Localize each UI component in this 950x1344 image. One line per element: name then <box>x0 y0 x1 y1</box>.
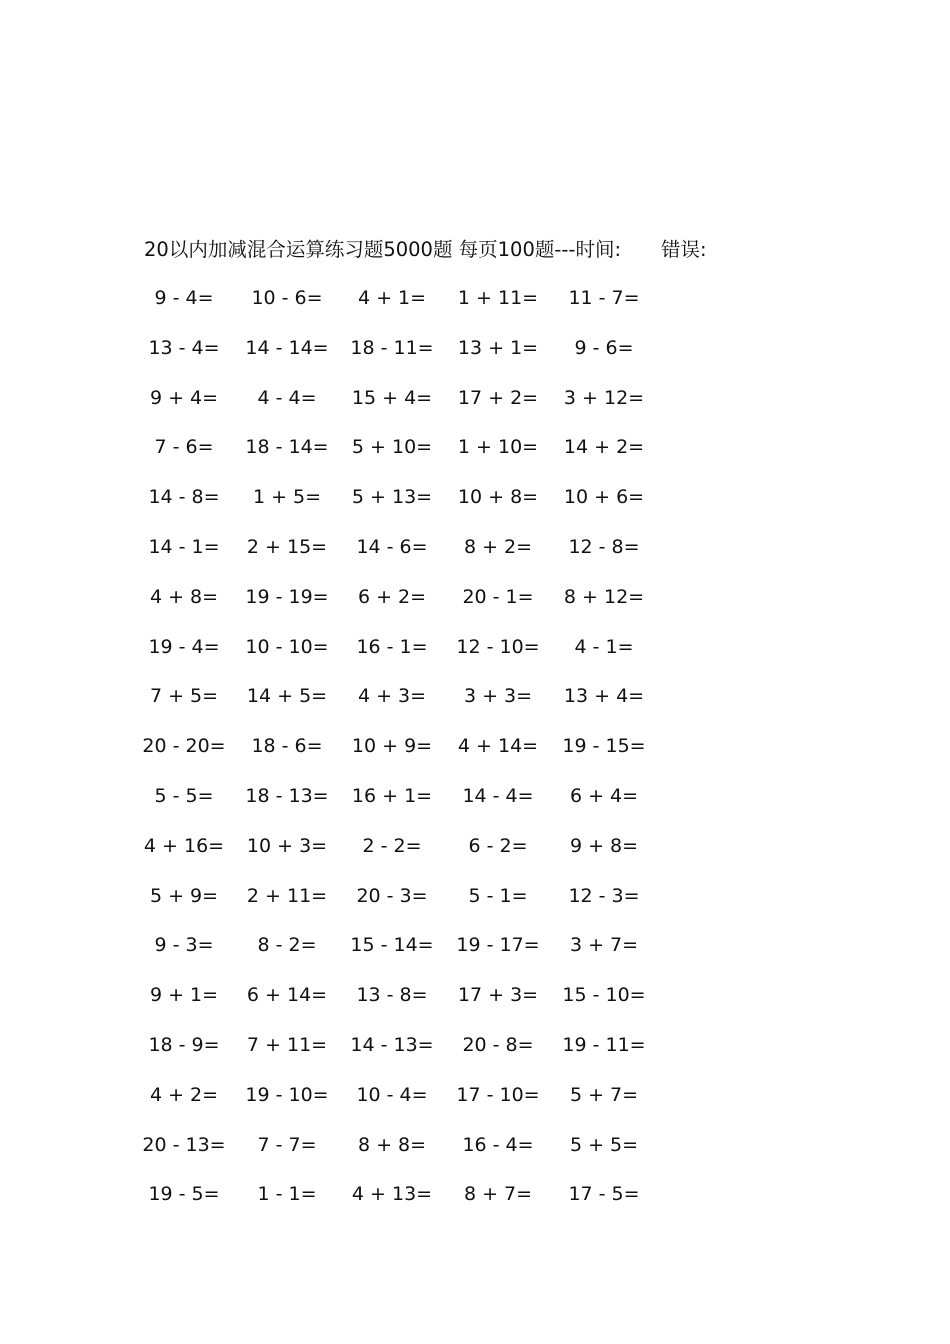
problem-item: 11 - 7= <box>568 287 640 309</box>
problem-item: 5 + 9= <box>149 884 219 907</box>
problem-item: 13 - 4= <box>148 336 220 359</box>
problem-item: 3 + 3= <box>463 685 533 708</box>
problem-item: 10 + 9= <box>351 735 433 758</box>
problem-item: 15 - 10= <box>562 984 646 1007</box>
problem-item: 4 + 16= <box>143 834 225 857</box>
problem-item: 19 - 5= <box>148 1183 220 1206</box>
problem-item: 2 + 11= <box>246 884 328 907</box>
problem-item: 17 + 2= <box>457 386 539 409</box>
problem-item: 14 - 4= <box>462 785 534 807</box>
problem-item: 5 + 10= <box>351 436 433 459</box>
problem-item: 20 - 1= <box>462 585 534 608</box>
problem-item: 3 + 12= <box>563 386 645 409</box>
problem-item: 8 + 12= <box>563 585 645 608</box>
problem-item: 19 - 4= <box>148 635 220 658</box>
problem-item: 18 - 13= <box>245 785 329 807</box>
problem-item: 10 + 6= <box>563 486 645 509</box>
problem-item: 17 - 5= <box>568 1183 640 1206</box>
problem-item: 10 + 3= <box>246 834 328 857</box>
problem-item: 18 - 6= <box>251 735 323 758</box>
problem-item: 4 + 3= <box>357 685 427 708</box>
problem-item: 5 - 5= <box>154 785 214 807</box>
problem-item: 6 + 14= <box>246 984 328 1007</box>
problem-item: 9 + 4= <box>149 386 219 409</box>
problem-item: 9 - 4= <box>154 287 214 309</box>
problem-item: 14 - 13= <box>350 1034 434 1056</box>
problem-item: 10 - 6= <box>251 287 323 309</box>
problem-item: 8 - 2= <box>257 934 317 957</box>
problem-item: 1 + 5= <box>252 486 322 509</box>
problem-item: 8 + 7= <box>463 1183 533 1206</box>
problem-item: 4 + 14= <box>457 735 539 758</box>
problem-item: 4 - 1= <box>574 635 634 658</box>
problem-item: 20 - 8= <box>462 1034 534 1056</box>
problem-item: 5 - 1= <box>468 884 528 907</box>
problem-item: 1 + 10= <box>457 436 539 459</box>
problem-item: 19 - 15= <box>562 735 646 758</box>
problem-item: 14 - 8= <box>148 486 220 509</box>
problem-item: 6 + 2= <box>357 585 427 608</box>
problem-item: 7 + 5= <box>149 685 219 708</box>
problem-item: 16 + 1= <box>351 785 433 807</box>
problem-item: 2 + 15= <box>246 536 328 558</box>
problem-item: 16 - 1= <box>356 635 428 658</box>
problem-item: 7 + 11= <box>246 1034 328 1056</box>
worksheet-title: 20以内加减混合运算练习题5000题 每页100题---时间: <box>144 238 622 261</box>
problem-item: 1 - 1= <box>257 1183 317 1206</box>
problem-item: 9 + 1= <box>149 984 219 1007</box>
problem-item: 18 - 14= <box>245 436 329 459</box>
problem-item: 2 - 2= <box>362 834 422 857</box>
problem-item: 20 - 13= <box>142 1133 226 1156</box>
problem-item: 10 - 10= <box>245 635 329 658</box>
problem-item: 13 + 1= <box>457 336 539 359</box>
problem-item: 12 - 8= <box>568 536 640 558</box>
problem-item: 5 + 7= <box>569 1083 639 1106</box>
problem-item: 19 - 19= <box>245 585 329 608</box>
problem-item: 20 - 3= <box>356 884 428 907</box>
problem-item: 14 + 5= <box>246 685 328 708</box>
problem-item: 4 - 4= <box>257 386 317 409</box>
problem-item: 8 + 8= <box>357 1133 427 1156</box>
problem-item: 19 - 10= <box>245 1083 329 1106</box>
problem-item: 14 - 14= <box>245 336 329 359</box>
problem-item: 5 + 13= <box>351 486 433 509</box>
problem-item: 14 + 2= <box>563 436 645 459</box>
problem-item: 5 + 5= <box>569 1133 639 1156</box>
problem-item: 15 - 14= <box>350 934 434 957</box>
problem-item: 6 + 4= <box>569 785 639 807</box>
problem-item: 9 - 3= <box>154 934 214 957</box>
problem-item: 14 - 1= <box>148 536 220 558</box>
problem-item: 16 - 4= <box>462 1133 534 1156</box>
problem-item: 10 + 8= <box>457 486 539 509</box>
problem-item: 8 + 2= <box>463 536 533 558</box>
problem-item: 3 + 7= <box>569 934 639 957</box>
problem-item: 13 + 4= <box>563 685 645 708</box>
problem-item: 17 + 3= <box>457 984 539 1007</box>
problem-item: 4 + 8= <box>149 585 219 608</box>
problem-item: 18 - 9= <box>148 1034 220 1056</box>
problem-item: 12 - 10= <box>456 635 540 658</box>
problem-item: 4 + 1= <box>357 287 427 309</box>
problem-item: 6 - 2= <box>468 834 528 857</box>
problem-item: 19 - 11= <box>562 1034 646 1056</box>
problem-item: 9 - 6= <box>574 336 634 359</box>
problem-item: 1 + 11= <box>457 287 539 309</box>
problem-item: 4 + 13= <box>351 1183 433 1206</box>
problem-item: 17 - 10= <box>456 1083 540 1106</box>
problem-item: 10 - 4= <box>356 1083 428 1106</box>
problem-item: 12 - 3= <box>568 884 640 907</box>
problem-item: 19 - 17= <box>456 934 540 957</box>
problem-item: 20 - 20= <box>142 735 226 758</box>
problem-item: 13 - 8= <box>356 984 428 1007</box>
problem-item: 15 + 4= <box>351 386 433 409</box>
problem-item: 7 - 7= <box>257 1133 317 1156</box>
problem-item: 18 - 11= <box>350 336 434 359</box>
problem-item: 7 - 6= <box>154 436 214 459</box>
problem-item: 4 + 2= <box>149 1083 219 1106</box>
problem-item: 14 - 6= <box>356 536 428 558</box>
problem-item: 9 + 8= <box>569 834 639 857</box>
error-label: 错误: <box>661 238 707 261</box>
